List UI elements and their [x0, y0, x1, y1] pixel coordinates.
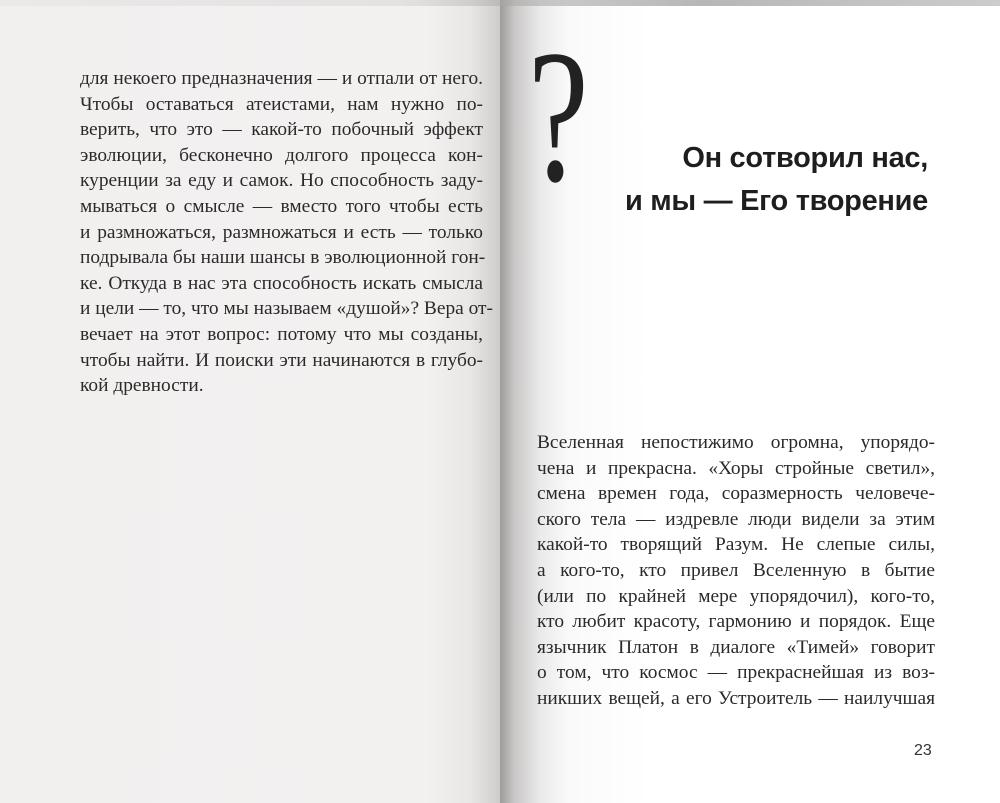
- page-number: 23: [914, 742, 932, 759]
- page-edge-shadow: [0, 0, 1000, 6]
- text-line: куренции за еду и самок. Но способность заду-: [80, 170, 483, 192]
- right-page-body-text: [537, 430, 935, 712]
- text-line: кой древности.: [80, 375, 204, 397]
- text-line: чтобы найти. И поиски эти начинаются в глубо-: [80, 349, 483, 371]
- text-line: кто любит красоту, гармонию и порядок. Еще: [537, 611, 935, 633]
- text-line: язычник Платон в диалоге «Тимей» говорит: [537, 636, 935, 658]
- heading-line: Он сотворил нас,: [682, 142, 928, 174]
- text-line: (или по крайней мере упорядочил), кого-то,: [537, 585, 935, 607]
- text-line: Чтобы оставаться атеистами, нам нужно по-: [80, 93, 483, 115]
- text-line: мываться о смысле — вместо того чтобы есть: [80, 195, 483, 217]
- text-line: смена времен года, соразмерность человече-: [537, 483, 935, 505]
- text-line: какой-то творящий Разум. Не слепые силы,: [537, 534, 935, 556]
- text-line: для некоего предназначения — и отпали от него.: [80, 68, 483, 89]
- text-line: а кого-то, кто привел Вселенную в бытие: [537, 559, 935, 581]
- text-line: Вселенная непостижимо огромна, упорядо-: [537, 432, 935, 453]
- text-line: и размножаться, размножаться и есть — только: [80, 221, 483, 243]
- text-line: эволюции, бесконечно долгого процесса кон-: [80, 144, 483, 166]
- text-line: и цели — то, что мы называем «душой»? Вера от-: [80, 298, 493, 320]
- text-line: подрывала бы наши шансы в эволюционной гон-: [80, 247, 486, 269]
- heading-line: и мы — Его творение: [624, 185, 928, 217]
- left-page-body-text: [80, 66, 493, 399]
- text-line: ского тела — издревле люди видели за этим: [537, 508, 935, 530]
- text-line: ке. Откуда в нас эта способность искать смысла: [80, 272, 483, 294]
- chapter-heading: [603, 137, 928, 223]
- text-line: верить, что это — какой-то побочный эффект: [80, 119, 483, 141]
- text-line: чена и прекрасна. «Хоры стройные светил»,: [537, 457, 935, 479]
- text-line: никших вещей, а его Устроитель — наилучшая: [537, 687, 935, 709]
- text-line: о том, что космос — прекраснейшая из воз-: [537, 662, 935, 684]
- decorative-question-mark: ?: [528, 12, 589, 222]
- text-line: вечает на этот вопрос: потому что мы созданы,: [80, 323, 483, 345]
